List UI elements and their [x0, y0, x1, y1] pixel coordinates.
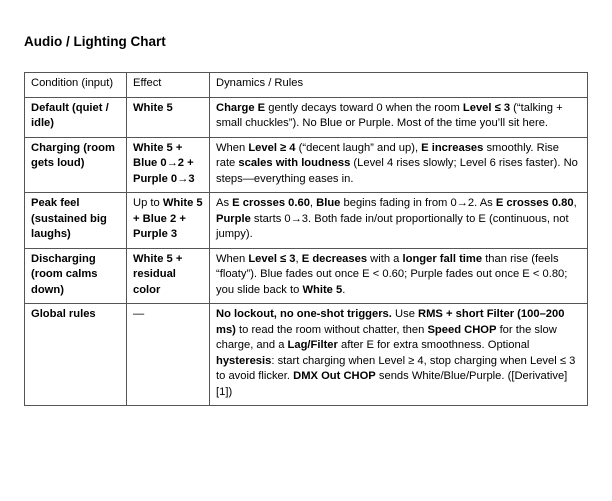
text: (“decent laugh” and up),	[295, 141, 422, 154]
effect-cell	[127, 193, 210, 249]
table-row	[25, 304, 588, 406]
bold-text: White 5	[302, 283, 343, 296]
bold-text: Level ≥ 4	[248, 141, 296, 154]
text: When	[216, 141, 249, 154]
header-dynamics: Dynamics / Rules	[210, 73, 588, 98]
dynamics-cell	[210, 248, 588, 304]
text: for the slow charge, and a	[216, 323, 557, 351]
bold-text: Charge E	[216, 101, 266, 114]
header-effect: Effect	[127, 73, 210, 98]
bold-text: scales with loudness	[238, 157, 351, 169]
bold-text: Level ≤ 3	[248, 252, 296, 265]
bold-text: Purple	[216, 212, 251, 225]
text: than rise (feels “floaty”). Blue fades out once E < 0.60; Purple fades out once E < 0.80; you slide back to	[216, 252, 568, 296]
condition-cell: Global rules	[25, 304, 127, 406]
text: sends White/Blue/Purple. ([Derivative][1])	[216, 370, 568, 398]
bold-text: longer fall time	[402, 252, 483, 265]
text: (“talking + small chuckles”). No Blue or Purple. Most of the time you’ll sit here.	[216, 101, 563, 129]
condition-cell: Charging (room gets loud)	[25, 137, 127, 193]
text: .	[342, 283, 346, 296]
bold-text: White 5 + Blue 2 + Purple 3	[133, 197, 203, 240]
text: after E for extra smoothness. Optional	[337, 339, 530, 351]
text: As	[216, 197, 233, 209]
header-condition: Condition (input)	[25, 73, 127, 98]
bold-text: E crosses 0.60	[232, 197, 310, 209]
text: ,	[309, 197, 317, 209]
effect-cell: White 5 + Blue 0→2 + Purple 0→3	[127, 137, 210, 193]
condition-cell: Peak feel (sustained big laughs)	[25, 193, 127, 249]
bold-text: Level ≤ 3	[462, 101, 511, 114]
audio-lighting-table	[24, 72, 588, 406]
bold-text: E increases	[421, 141, 484, 154]
text: gently decays toward 0 when the room	[265, 101, 463, 114]
bold-text: DMX Out CHOP	[293, 370, 376, 382]
bold-text: E decreases	[301, 252, 368, 265]
text: ,	[295, 252, 302, 265]
text: : start charging when Level ≥ 4, stop charging when Level ≤ 3 to avoid flicker.	[216, 354, 576, 382]
effect-cell: —	[127, 304, 210, 406]
bold-text: E crosses 0.80	[495, 197, 574, 209]
text: begins fading in from 0→2. As	[340, 197, 496, 209]
text: Use	[391, 308, 419, 320]
effect-cell: White 5 + residual color	[127, 248, 210, 304]
dynamics-cell	[210, 304, 588, 406]
text: (Level 4 rises slowly; Level 6 rises faster). No steps—everything eases in.	[216, 157, 578, 185]
dynamics-cell	[210, 193, 588, 249]
condition-cell: Default (quiet / idle)	[25, 97, 127, 137]
dynamics-cell	[210, 97, 588, 137]
bold-text: Speed CHOP	[427, 323, 497, 336]
text: Up to	[133, 197, 163, 209]
effect-cell: White 5	[127, 97, 210, 137]
text: with a	[367, 252, 403, 265]
table-row	[25, 137, 588, 193]
text: starts 0→3. Both fade in/out proportionally to E (continuous, not jumpy).	[216, 212, 569, 240]
text: to read the room without chatter, then	[235, 323, 428, 336]
text: smoothly. Rise rate	[216, 141, 559, 169]
table-row	[25, 97, 588, 137]
bold-text: Blue	[316, 197, 341, 209]
document-title: Audio / Lighting Chart	[24, 34, 166, 49]
table-header-row	[25, 73, 588, 98]
bold-text: No lockout, no one-shot triggers.	[216, 308, 392, 320]
table-row	[25, 193, 588, 249]
text: ,	[573, 197, 577, 209]
bold-text: Lag/Filter	[287, 339, 338, 351]
bold-text: RMS + short Filter (100–200 ms)	[216, 308, 565, 336]
text: When	[216, 252, 249, 265]
dynamics-cell	[210, 137, 588, 193]
table-row	[25, 248, 588, 304]
bold-text: hysteresis	[216, 354, 272, 367]
condition-cell: Discharging (room calms down)	[25, 248, 127, 304]
